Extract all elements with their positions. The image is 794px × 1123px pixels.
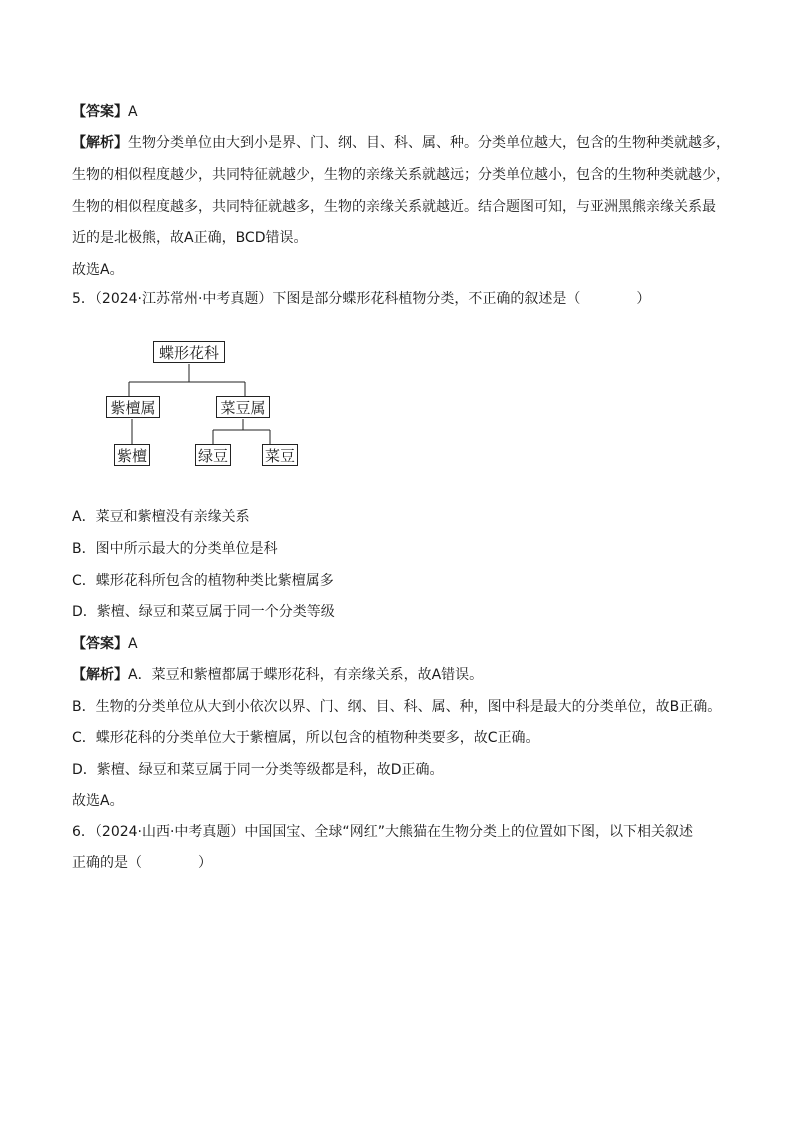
- answer-value: A: [128, 104, 138, 120]
- node-species-right: 菜豆: [262, 444, 298, 466]
- q4-conclusion: 故选A。: [72, 262, 124, 278]
- q5-option-b: B．图中所示最大的分类单位是科: [72, 541, 278, 557]
- q4-analysis-line-2: 生物的相似程度越少，共同特征就越少，生物的亲缘关系就越远；分类单位越小，包含的生物种类就越少，: [72, 167, 730, 183]
- q5-stem: 5．（2024·江苏常州·中考真题）下图是部分蝶形花科植物分类，不正确的叙述是（ ）: [72, 291, 651, 307]
- q4-analysis-line-3: 生物的相似程度越多，共同特征就越多，生物的亲缘关系就越近。结合题图可知，与亚洲黑熊亲缘关系最: [72, 199, 716, 215]
- classification-tree: [100, 336, 320, 476]
- q5-option-d: D．紫檀、绿豆和菜豆属于同一个分类等级: [72, 604, 335, 620]
- q5-answer: [72, 635, 732, 653]
- q5-analysis-line-1: [72, 666, 732, 684]
- answer-tag: 【答案】: [72, 104, 128, 120]
- answer-value: A: [128, 636, 138, 652]
- q6-stem-line-1: 6．（2024·山西·中考真题）中国国宝、全球“网红”大熊猫在生物分类上的位置如下图，以下相关叙述: [72, 824, 693, 840]
- q6-stem-line-2: 正确的是（ ）: [72, 855, 212, 871]
- analysis-tag: 【解析】: [72, 667, 128, 683]
- analysis-tag: 【解析】: [72, 135, 128, 151]
- node-family: 蝶形花科: [153, 341, 225, 363]
- node-species-left: 紫檀: [114, 444, 150, 466]
- q5-option-a: A．菜豆和紫檀没有亲缘关系: [72, 509, 250, 525]
- q5-conclusion: 故选A。: [72, 793, 124, 809]
- q5-analysis-line-2: B．生物的分类单位从大到小依次以界、门、纲、目、科、属、种，图中科是最大的分类单位，故B正确。: [72, 699, 722, 715]
- node-species-mid: 绿豆: [195, 444, 231, 466]
- q4-analysis-line-1: [72, 134, 732, 152]
- analysis-text: A．菜豆和紫檀都属于蝶形花科，有亲缘关系，故A错误。: [128, 667, 484, 683]
- q5-option-c: C．蝶形花科所包含的植物种类比紫檀属多: [72, 573, 334, 589]
- q4-analysis-line-4: 近的是北极熊，故A正确，BCD错误。: [72, 230, 308, 246]
- node-genus-right: 菜豆属: [216, 396, 270, 418]
- analysis-text: 生物分类单位由大到小是界、门、纲、目、科、属、种。分类单位越大，包含的生物种类就越多，: [128, 135, 730, 151]
- q4-answer: [72, 103, 732, 121]
- q5-analysis-line-3: C．蝶形花科的分类单位大于紫檀属，所以包含的植物种类要多，故C正确。: [72, 730, 540, 746]
- node-genus-left: 紫檀属: [106, 396, 160, 418]
- q5-analysis-line-4: D．紫檀、绿豆和菜豆属于同一分类等级都是科，故D正确。: [72, 762, 444, 778]
- answer-tag: 【答案】: [72, 636, 128, 652]
